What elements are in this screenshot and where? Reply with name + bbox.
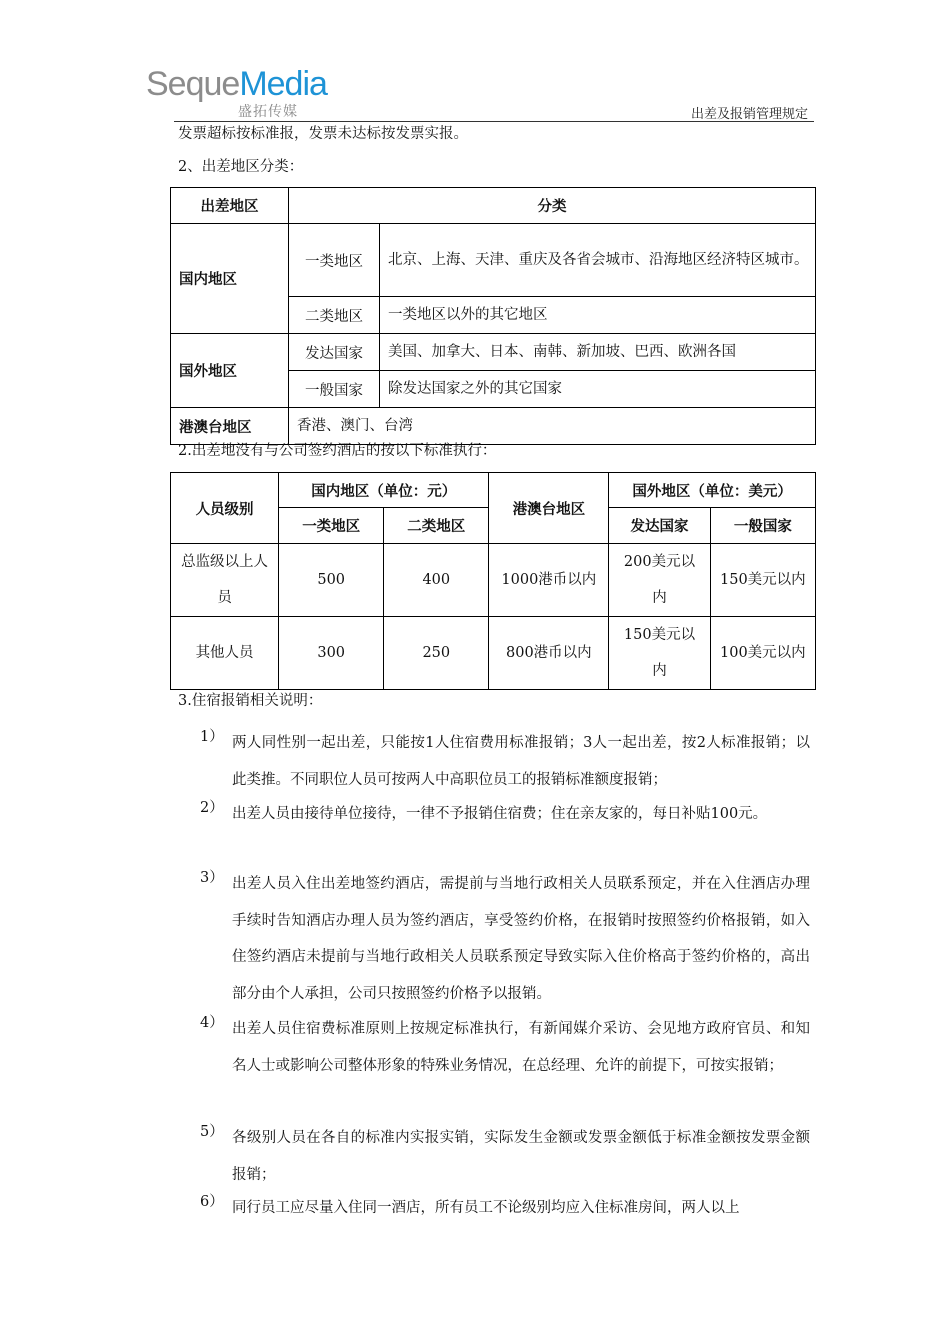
section2b-title: 2.出差地没有与公司签约酒店的按以下标准执行： [178,443,497,459]
cell-developed-amount: 150美元以内 [609,617,710,690]
th-domestic: 国内地区（单位：元） [279,473,489,508]
th-class: 分类 [289,188,816,224]
cell-tier1-amount: 300 [279,617,384,690]
list-item-number: 1） [200,729,224,745]
section2-title: 2、出差地区分类： [178,159,304,175]
document-title: 出差及报销管理规定 [690,107,808,122]
cell-tier2: 二类地区 [289,297,380,334]
list-item-number: 3） [200,870,224,886]
list-item-text: 出差人员住宿费标准原则上按规定标准执行，有新闻媒介采访、会见地方政府官员、和知名人士或影响公司整体形象的特殊业务情况，在总经理、允许的前提下，可按实报销； [232,1021,810,1074]
cell-developed-amount: 200美元以内 [609,544,710,617]
cell-general: 一般国家 [289,371,380,408]
th-hmt: 港澳台地区 [489,473,609,544]
logo-wordmark-part-2: Media [239,65,327,103]
cell-domestic: 国内地区 [171,224,289,334]
list-item-number: 6） [200,1194,224,1210]
th-developed: 发达国家 [609,508,710,544]
list-item-number: 4） [200,1015,224,1031]
list-item-text: 出差人员由接待单位接待，一律不予报销住宿费；住在亲友家的，每日补贴100元。 [232,806,768,822]
header-divider [174,121,814,122]
logo-wordmark [146,66,327,102]
list-item-number: 5） [200,1124,224,1140]
th-tier2: 二类地区 [384,508,489,544]
company-logo [146,65,327,120]
cell-tier2-amount: 400 [384,544,489,617]
list-item-text: 两人同性别一起出差，只能按1人住宿费用标准报销；3人一起出差，按2人标准报销；以此类推。不同职位人员可按两人中高职位员工的报销标准额度报销； [232,735,810,788]
cell-hmt: 港澳台地区 [171,408,289,445]
cell-general-amount: 100美元以内 [710,617,815,690]
cell-developed: 发达国家 [289,334,380,371]
cell-hmt-amount: 800港币以内 [489,617,609,690]
th-general: 一般国家 [710,508,815,544]
list-item-text: 同行员工应尽量入住同一酒店，所有员工不论级别均应入住标准房间，两人以上 [232,1200,740,1216]
cell-tier1-amount: 500 [279,544,384,617]
cell-general-amount: 150美元以内 [710,544,815,617]
cell-tier1: 一类地区 [289,224,380,297]
cell-foreign: 国外地区 [171,334,289,408]
cell-tier1-desc: 北京、上海、天津、重庆及各省会城市、沿海地区经济特区城市。 [380,224,816,297]
cell-level: 总监级以上人员 [171,544,279,617]
cell-hmt-desc: 香港、澳门、台湾 [289,408,816,445]
cell-developed-desc: 美国、加拿大、日本、南韩、新加坡、巴西、欧洲各国 [380,334,816,371]
hotel-standard-table [170,472,816,690]
cell-tier2-desc: 一类地区以外的其它地区 [380,297,816,334]
th-tier1: 一类地区 [279,508,384,544]
th-region: 出差地区 [171,188,289,224]
cell-tier2-amount: 250 [384,617,489,690]
list-item-number: 2） [200,800,224,816]
region-classification-table [170,187,816,445]
list-item-text: 各级别人员在各自的标准内实报实销，实际发生金额或发票金额低于标准金额按发票金额报销； [232,1130,810,1183]
cell-hmt-amount: 1000港币以内 [489,544,609,617]
intro-line: 发票超标按标准报，发票未达标按发票实报。 [178,126,468,142]
list-item-text: 出差人员入住出差地签约酒店，需提前与当地行政相关人员联系预定，并在入住酒店办理手续时告知酒店办理人员为签约酒店，享受签约价格，在报销时按照签约价格报销，如入住签约酒店未提前与当地行政相关人员联系预定导致实际入住价格高于签约价格的，高出部分由个人承担，公司只按照签约价格予以报销。 [232,876,810,1002]
logo-subtitle: 盛拓传媒 [238,104,298,120]
cell-general-desc: 除发达国家之外的其它国家 [380,371,816,408]
cell-level: 其他人员 [171,617,279,690]
logo-wordmark-part-1: Seque [146,65,240,103]
th-level: 人员级别 [171,473,279,544]
table-row [171,544,816,617]
table-row [171,617,816,690]
th-foreign: 国外地区（单位：美元） [609,473,816,508]
section3-title: 3.住宿报销相关说明： [178,693,323,709]
